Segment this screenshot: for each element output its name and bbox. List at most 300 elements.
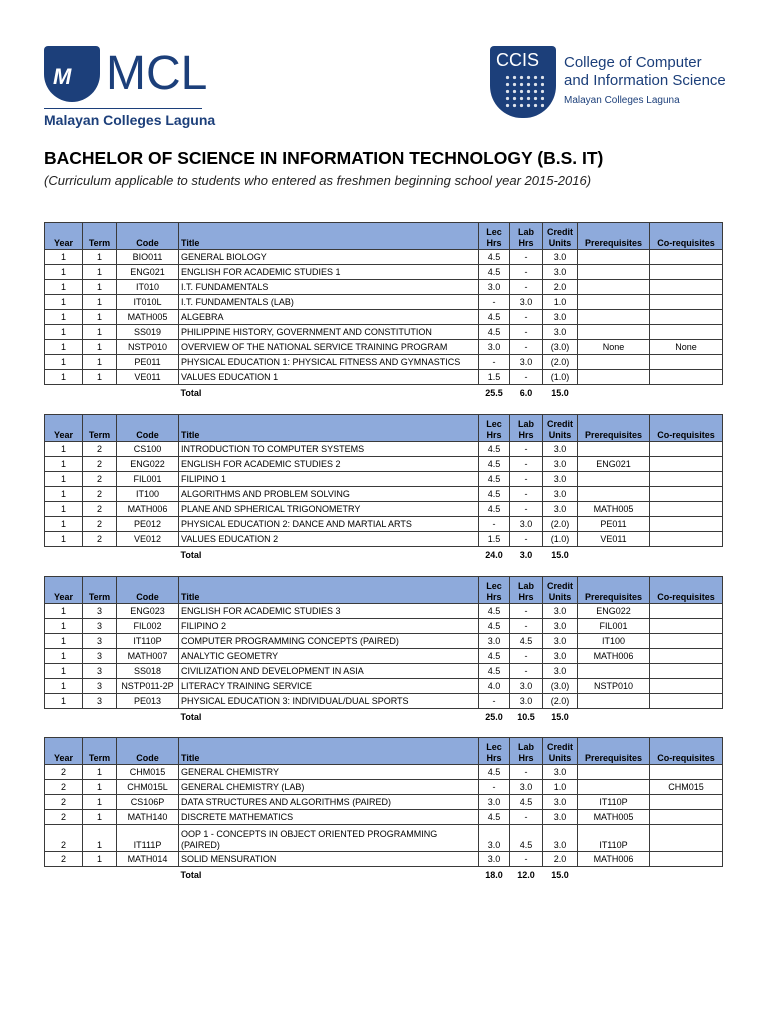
cell-corequisites: CHM015 — [650, 780, 723, 795]
cell-code: ENG023 — [117, 604, 179, 619]
col-header-term: Term — [83, 415, 117, 442]
cell-code: FIL002 — [117, 619, 179, 634]
cell-code: NSTP010 — [117, 340, 179, 355]
cell-lab-hrs: - — [510, 370, 543, 385]
col-header-term: Term — [83, 738, 117, 765]
total-credit-units: 15.0 — [551, 388, 569, 398]
cell-term: 2 — [83, 502, 117, 517]
col-header-code: Code — [117, 223, 179, 250]
cell-lab-hrs: - — [510, 852, 543, 867]
cell-code: PE011 — [117, 355, 179, 370]
cell-code: ENG022 — [117, 457, 179, 472]
ccis-logo-line3: Malayan Colleges Laguna — [564, 95, 680, 106]
cell-prerequisites: MATH005 — [578, 810, 650, 825]
cell-lec-hrs: 3.0 — [479, 825, 510, 852]
total-spacer — [83, 385, 117, 402]
cell-lab-hrs: 3.0 — [510, 295, 543, 310]
cell-title: VALUES EDUCATION 2 — [179, 532, 479, 547]
cell-lec-hrs: 4.5 — [479, 442, 510, 457]
table-row — [45, 340, 723, 355]
cell-code: VE011 — [117, 370, 179, 385]
cell-lab-hrs: 4.5 — [510, 795, 543, 810]
cell-lab-hrs: - — [510, 649, 543, 664]
cell-prerequisites: NSTP010 — [578, 679, 650, 694]
cell-prerequisites — [578, 780, 650, 795]
cell-credit-units: 3.0 — [543, 442, 578, 457]
table-row — [45, 295, 723, 310]
cell-corequisites — [650, 694, 723, 709]
cell-code: CHM015 — [117, 765, 179, 780]
col-header-term: Term — [83, 577, 117, 604]
col-header-year: Year — [45, 415, 83, 442]
ccis-dot-grid — [504, 74, 544, 110]
cell-year: 2 — [45, 852, 83, 867]
cell-credit-units: 1.0 — [543, 780, 578, 795]
cell-year: 1 — [45, 517, 83, 532]
table-row — [45, 619, 723, 634]
cell-lec-hrs: - — [479, 517, 510, 532]
cell-credit-units: (1.0) — [543, 370, 578, 385]
cell-lab-hrs: 3.0 — [510, 517, 543, 532]
cell-term: 1 — [83, 795, 117, 810]
cell-year: 2 — [45, 810, 83, 825]
table-row — [45, 765, 723, 780]
cell-credit-units: (2.0) — [543, 355, 578, 370]
cell-code: MATH007 — [117, 649, 179, 664]
col-header-prerequisites: Prerequisites — [578, 738, 650, 765]
cell-title: INTRODUCTION TO COMPUTER SYSTEMS — [179, 442, 479, 457]
total-lec-hrs: 18.0 — [485, 870, 503, 880]
cell-lab-hrs: - — [510, 532, 543, 547]
col-header-term: Term — [83, 223, 117, 250]
total-spacer — [117, 709, 179, 726]
cell-lec-hrs: - — [479, 295, 510, 310]
cell-lec-hrs: 4.5 — [479, 649, 510, 664]
cell-title: GENERAL BIOLOGY — [179, 250, 479, 265]
cell-title: PHYSICAL EDUCATION 1: PHYSICAL FITNESS AND GYMNASTICS — [179, 355, 479, 370]
cell-prerequisites: ENG021 — [578, 457, 650, 472]
total-lec-hrs: 25.5 — [485, 388, 503, 398]
table-total-row — [45, 385, 723, 402]
col-header-lab: Lab Hrs — [510, 415, 543, 442]
cell-credit-units: 3.0 — [543, 649, 578, 664]
cell-credit-units: (2.0) — [543, 517, 578, 532]
cell-lab-hrs: 3.0 — [510, 679, 543, 694]
cell-lec-hrs: 3.0 — [479, 280, 510, 295]
cell-lab-hrs: - — [510, 810, 543, 825]
table-row — [45, 442, 723, 457]
cell-corequisites — [650, 517, 723, 532]
cell-lec-hrs: 4.5 — [479, 487, 510, 502]
table-header-row — [45, 577, 723, 604]
cell-corequisites — [650, 679, 723, 694]
cell-lec-hrs: 1.5 — [479, 532, 510, 547]
cell-year: 1 — [45, 472, 83, 487]
total-spacer — [45, 385, 83, 402]
cell-prerequisites — [578, 280, 650, 295]
cell-year: 1 — [45, 532, 83, 547]
cell-year: 1 — [45, 694, 83, 709]
table-row — [45, 532, 723, 547]
cell-lab-hrs: 3.0 — [510, 355, 543, 370]
table-row — [45, 852, 723, 867]
cell-term: 3 — [83, 694, 117, 709]
cell-corequisites — [650, 370, 723, 385]
cell-prerequisites — [578, 487, 650, 502]
cell-code: SS018 — [117, 664, 179, 679]
cell-lab-hrs: 3.0 — [510, 780, 543, 795]
cell-lec-hrs: 3.0 — [479, 340, 510, 355]
cell-lab-hrs: - — [510, 664, 543, 679]
total-label: Total — [180, 550, 202, 560]
cell-title: PHYSICAL EDUCATION 3: INDIVIDUAL/DUAL SPORTS — [179, 694, 479, 709]
mcl-logo-subtitle: Malayan Colleges Laguna — [44, 112, 216, 128]
cell-lec-hrs: 1.5 — [479, 370, 510, 385]
total-credit-units: 15.0 — [551, 550, 569, 560]
cell-lec-hrs: 4.5 — [479, 310, 510, 325]
cell-title: VALUES EDUCATION 1 — [179, 370, 479, 385]
col-header-prerequisites: Prerequisites — [578, 415, 650, 442]
col-header-year: Year — [45, 577, 83, 604]
ccis-shield-icon — [490, 46, 556, 118]
cell-code: BIO011 — [117, 250, 179, 265]
cell-code: MATH014 — [117, 852, 179, 867]
page-subtitle: (Curriculum applicable to students who entered as freshmen beginning school year 2015-2016) — [44, 173, 592, 188]
col-header-lec: Lec Hrs — [479, 223, 510, 250]
total-credit-units: 15.0 — [551, 870, 569, 880]
cell-term: 1 — [83, 310, 117, 325]
cell-prerequisites: MATH006 — [578, 649, 650, 664]
cell-corequisites — [650, 250, 723, 265]
cell-year: 1 — [45, 634, 83, 649]
cell-code: MATH140 — [117, 810, 179, 825]
cell-code: ENG021 — [117, 265, 179, 280]
cell-lab-hrs: 3.0 — [510, 694, 543, 709]
cell-lab-hrs: - — [510, 457, 543, 472]
table-row — [45, 265, 723, 280]
cell-year: 1 — [45, 487, 83, 502]
cell-year: 1 — [45, 325, 83, 340]
table-row — [45, 679, 723, 694]
cell-credit-units: (1.0) — [543, 532, 578, 547]
cell-corequisites — [650, 280, 723, 295]
cell-year: 2 — [45, 795, 83, 810]
table-row — [45, 472, 723, 487]
cell-prerequisites: MATH006 — [578, 852, 650, 867]
cell-corequisites — [650, 604, 723, 619]
total-label: Total — [180, 712, 202, 722]
cell-title: ENGLISH FOR ACADEMIC STUDIES 3 — [179, 604, 479, 619]
cell-year: 1 — [45, 649, 83, 664]
mcl-logo — [44, 44, 216, 130]
cell-title: PHYSICAL EDUCATION 2: DANCE AND MARTIAL ARTS — [179, 517, 479, 532]
cell-year: 1 — [45, 457, 83, 472]
col-header-corequisites: Co-requisites — [650, 415, 723, 442]
total-spacer — [117, 867, 179, 884]
table-row — [45, 502, 723, 517]
total-spacer — [578, 709, 650, 726]
total-lab-hrs: 10.5 — [517, 712, 535, 722]
cell-code: IT110P — [117, 634, 179, 649]
cell-term: 1 — [83, 355, 117, 370]
cell-credit-units: (3.0) — [543, 340, 578, 355]
mcl-logo-word: MCL — [106, 47, 208, 100]
cell-title: I.T. FUNDAMENTALS (LAB) — [179, 295, 479, 310]
cell-code: MATH005 — [117, 310, 179, 325]
ccis-logo — [490, 46, 730, 120]
col-header-lec: Lec Hrs — [479, 738, 510, 765]
cell-term: 3 — [83, 619, 117, 634]
cell-title: CIVILIZATION AND DEVELOPMENT IN ASIA — [179, 664, 479, 679]
cell-credit-units: 3.0 — [543, 250, 578, 265]
total-lec-hrs: 25.0 — [485, 712, 503, 722]
cell-term: 1 — [83, 250, 117, 265]
cell-lab-hrs: - — [510, 280, 543, 295]
cell-term: 2 — [83, 442, 117, 457]
cell-title: FILIPINO 1 — [179, 472, 479, 487]
cell-prerequisites — [578, 765, 650, 780]
total-spacer — [83, 709, 117, 726]
table-row — [45, 355, 723, 370]
cell-prerequisites — [578, 472, 650, 487]
cell-year: 1 — [45, 280, 83, 295]
cell-prerequisites: ENG022 — [578, 604, 650, 619]
cell-corequisites — [650, 487, 723, 502]
total-spacer — [650, 867, 723, 884]
cell-credit-units: 3.0 — [543, 619, 578, 634]
cell-lec-hrs: 4.5 — [479, 604, 510, 619]
cell-credit-units: 3.0 — [543, 634, 578, 649]
cell-title: ALGORITHMS AND PROBLEM SOLVING — [179, 487, 479, 502]
cell-term: 3 — [83, 604, 117, 619]
cell-lec-hrs: 4.5 — [479, 325, 510, 340]
cell-year: 1 — [45, 340, 83, 355]
ccis-logo-line2: and Information Science — [564, 72, 726, 89]
cell-year: 1 — [45, 442, 83, 457]
cell-corequisites — [650, 355, 723, 370]
cell-term: 1 — [83, 765, 117, 780]
cell-lec-hrs: 3.0 — [479, 795, 510, 810]
cell-lec-hrs: 3.0 — [479, 634, 510, 649]
total-lec-hrs: 24.0 — [485, 550, 503, 560]
cell-year: 1 — [45, 502, 83, 517]
cell-lab-hrs: - — [510, 472, 543, 487]
cell-year: 1 — [45, 295, 83, 310]
cell-corequisites — [650, 295, 723, 310]
cell-code: IT010 — [117, 280, 179, 295]
cell-title: I.T. FUNDAMENTALS — [179, 280, 479, 295]
cell-corequisites — [650, 634, 723, 649]
cell-term: 2 — [83, 532, 117, 547]
col-header-lec: Lec Hrs — [479, 415, 510, 442]
cell-prerequisites — [578, 265, 650, 280]
cell-credit-units: 2.0 — [543, 852, 578, 867]
table-row — [45, 634, 723, 649]
cell-code: CHM015L — [117, 780, 179, 795]
cell-credit-units: 3.0 — [543, 765, 578, 780]
table-header-row — [45, 223, 723, 250]
total-credit-units: 15.0 — [551, 712, 569, 722]
mcl-shield-icon: M — [44, 46, 100, 102]
table-row — [45, 795, 723, 810]
cell-credit-units: 3.0 — [543, 604, 578, 619]
total-spacer — [83, 867, 117, 884]
cell-credit-units: (2.0) — [543, 694, 578, 709]
cell-prerequisites: PE011 — [578, 517, 650, 532]
cell-year: 2 — [45, 825, 83, 852]
cell-code: IT100 — [117, 487, 179, 502]
cell-title: GENERAL CHEMISTRY (LAB) — [179, 780, 479, 795]
cell-lec-hrs: 4.5 — [479, 472, 510, 487]
cell-lec-hrs: 4.5 — [479, 457, 510, 472]
cell-term: 2 — [83, 487, 117, 502]
cell-term: 1 — [83, 780, 117, 795]
cell-lec-hrs: 4.5 — [479, 765, 510, 780]
cell-prerequisites — [578, 355, 650, 370]
col-header-title: Title — [179, 577, 479, 604]
cell-prerequisites: IT110P — [578, 795, 650, 810]
total-spacer — [45, 709, 83, 726]
table-row — [45, 604, 723, 619]
cell-lec-hrs: 4.5 — [479, 810, 510, 825]
cell-lab-hrs: - — [510, 310, 543, 325]
cell-corequisites — [650, 265, 723, 280]
table-header-row — [45, 415, 723, 442]
cell-credit-units: 3.0 — [543, 810, 578, 825]
cell-corequisites — [650, 810, 723, 825]
col-header-credit: Credit Units — [543, 738, 578, 765]
cell-code: MATH006 — [117, 502, 179, 517]
cell-title: COMPUTER PROGRAMMING CONCEPTS (PAIRED) — [179, 634, 479, 649]
cell-lab-hrs: - — [510, 502, 543, 517]
cell-corequisites — [650, 502, 723, 517]
cell-prerequisites — [578, 442, 650, 457]
cell-credit-units: 3.0 — [543, 457, 578, 472]
cell-corequisites — [650, 649, 723, 664]
table-row — [45, 487, 723, 502]
cell-code: FIL001 — [117, 472, 179, 487]
total-spacer — [650, 709, 723, 726]
cell-lec-hrs: - — [479, 355, 510, 370]
cell-credit-units: 3.0 — [543, 825, 578, 852]
table-row — [45, 250, 723, 265]
cell-corequisites — [650, 472, 723, 487]
total-spacer — [578, 547, 650, 564]
cell-year: 1 — [45, 250, 83, 265]
table-total-row — [45, 547, 723, 564]
table-row — [45, 310, 723, 325]
cell-title: ENGLISH FOR ACADEMIC STUDIES 2 — [179, 457, 479, 472]
cell-lab-hrs: - — [510, 487, 543, 502]
cell-year: 2 — [45, 765, 83, 780]
cell-prerequisites: None — [578, 340, 650, 355]
cell-term: 1 — [83, 295, 117, 310]
table-total-row — [45, 709, 723, 726]
cell-title: DATA STRUCTURES AND ALGORITHMS (PAIRED) — [179, 795, 479, 810]
ccis-logo-word: CCIS — [496, 50, 540, 70]
cell-prerequisites — [578, 310, 650, 325]
total-spacer — [117, 385, 179, 402]
cell-year: 1 — [45, 370, 83, 385]
cell-term: 1 — [83, 852, 117, 867]
cell-lab-hrs: - — [510, 325, 543, 340]
cell-code: CS100 — [117, 442, 179, 457]
total-spacer — [117, 547, 179, 564]
cell-year: 1 — [45, 310, 83, 325]
cell-lec-hrs: 4.5 — [479, 250, 510, 265]
curriculum-table — [44, 222, 723, 401]
col-header-code: Code — [117, 577, 179, 604]
table-row — [45, 280, 723, 295]
cell-prerequisites — [578, 370, 650, 385]
cell-lab-hrs: - — [510, 442, 543, 457]
cell-lab-hrs: - — [510, 604, 543, 619]
total-spacer — [650, 547, 723, 564]
mcl-logo-rule — [44, 108, 202, 109]
total-spacer — [45, 867, 83, 884]
cell-prerequisites — [578, 325, 650, 340]
table-header-row — [45, 738, 723, 765]
col-header-lab: Lab Hrs — [510, 577, 543, 604]
cell-corequisites — [650, 795, 723, 810]
cell-prerequisites — [578, 295, 650, 310]
cell-credit-units: 3.0 — [543, 795, 578, 810]
col-header-corequisites: Co-requisites — [650, 738, 723, 765]
cell-lab-hrs: - — [510, 765, 543, 780]
col-header-year: Year — [45, 223, 83, 250]
table-row — [45, 664, 723, 679]
cell-credit-units: 3.0 — [543, 487, 578, 502]
curriculum-table — [44, 414, 723, 563]
cell-prerequisites — [578, 250, 650, 265]
cell-term: 1 — [83, 325, 117, 340]
cell-term: 2 — [83, 457, 117, 472]
cell-corequisites — [650, 310, 723, 325]
total-spacer — [578, 867, 650, 884]
total-lab-hrs: 3.0 — [519, 550, 533, 560]
cell-credit-units: (3.0) — [543, 679, 578, 694]
cell-lec-hrs: - — [479, 780, 510, 795]
col-header-credit: Credit Units — [543, 415, 578, 442]
cell-prerequisites: MATH005 — [578, 502, 650, 517]
page-title: BACHELOR OF SCIENCE IN INFORMATION TECHNOLOGY (B.S. IT) — [44, 148, 604, 168]
col-header-corequisites: Co-requisites — [650, 577, 723, 604]
cell-prerequisites: IT100 — [578, 634, 650, 649]
cell-title: OVERVIEW OF THE NATIONAL SERVICE TRAINING PROGRAM — [179, 340, 479, 355]
cell-title: DISCRETE MATHEMATICS — [179, 810, 479, 825]
cell-prerequisites: VE011 — [578, 532, 650, 547]
table-row — [45, 825, 723, 852]
cell-title: OOP 1 - CONCEPTS IN OBJECT ORIENTED PROGRAMMING (PAIRED) — [179, 825, 479, 852]
col-header-prerequisites: Prerequisites — [578, 577, 650, 604]
cell-year: 1 — [45, 664, 83, 679]
cell-prerequisites — [578, 664, 650, 679]
cell-code: IT111P — [117, 825, 179, 852]
col-header-lab: Lab Hrs — [510, 738, 543, 765]
table-row — [45, 810, 723, 825]
col-header-corequisites: Co-requisites — [650, 223, 723, 250]
cell-year: 1 — [45, 355, 83, 370]
cell-term: 1 — [83, 825, 117, 852]
col-header-lec: Lec Hrs — [479, 577, 510, 604]
total-spacer — [45, 547, 83, 564]
cell-title: LITERACY TRAINING SERVICE — [179, 679, 479, 694]
cell-corequisites — [650, 532, 723, 547]
cell-title: FILIPINO 2 — [179, 619, 479, 634]
col-header-lab: Lab Hrs — [510, 223, 543, 250]
table-row — [45, 325, 723, 340]
cell-lab-hrs: - — [510, 619, 543, 634]
